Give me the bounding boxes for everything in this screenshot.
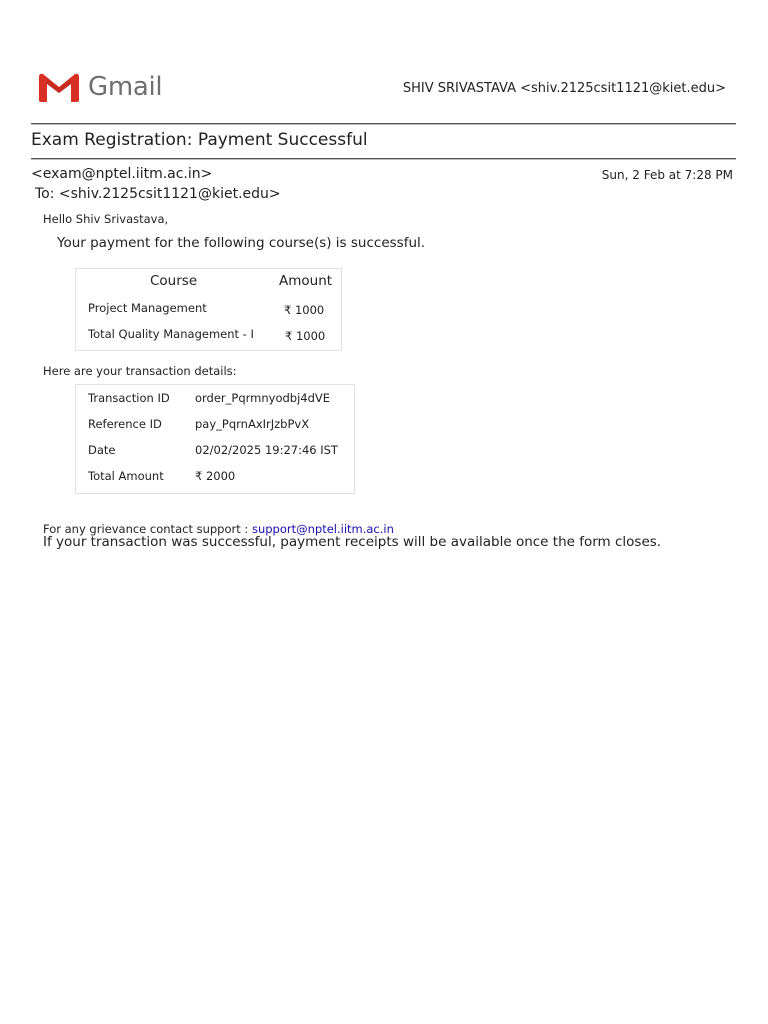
- divider-top: [31, 123, 736, 125]
- divider-bottom: [31, 158, 736, 160]
- course-column-header: Course: [150, 273, 198, 289]
- course-amount: ₹ 1000: [285, 329, 326, 343]
- email-subject: Exam Registration: Payment Successful: [31, 130, 368, 150]
- transaction-label: Reference ID: [88, 417, 162, 431]
- transaction-value: order_Pqrmnyodbj4dVE: [195, 391, 331, 405]
- gmail-logo: [37, 70, 162, 104]
- transaction-value: 02/02/2025 19:27:46 IST: [195, 443, 338, 457]
- transaction-intro: Here are your transaction details:: [43, 364, 237, 378]
- transaction-value: pay_PqrnAxIrJzbPvX: [195, 417, 310, 431]
- course-table: [75, 268, 342, 351]
- account-identity: SHIV SRIVASTAVA <shiv.2125csit1121@kiet.edu>: [402, 81, 726, 96]
- sender-address: <exam@nptel.iitm.ac.in>: [31, 166, 213, 182]
- course-amount: ₹ 1000: [284, 303, 325, 317]
- email-date: Sun, 2 Feb at 7:28 PM: [601, 168, 733, 182]
- course-name: Project Management: [88, 301, 207, 315]
- transaction-value: ₹ 2000: [195, 469, 236, 483]
- support-email-link[interactable]: support@nptel.iitm.ac.in: [251, 522, 394, 536]
- transaction-label: Date: [88, 443, 116, 457]
- grievance-text: For any grievance contact support :: [43, 522, 252, 536]
- greeting: Hello Shiv Srivastava,: [43, 212, 169, 226]
- gmail-logo-text: Gmail: [88, 72, 163, 102]
- gmail-logo-icon: [37, 71, 81, 103]
- receipt-note: If your transaction was successful, payment receipts will be available once the form closes.: [43, 534, 662, 550]
- course-name: Total Quality Management - I: [88, 327, 254, 341]
- intro-text: Your payment for the following course(s) is successful.: [57, 235, 426, 251]
- transaction-table: [75, 384, 355, 494]
- transaction-label: Total Amount: [88, 469, 164, 483]
- recipient-address: To: <shiv.2125csit1121@kiet.edu>: [35, 186, 281, 202]
- transaction-label: Transaction ID: [88, 391, 170, 405]
- amount-column-header: Amount: [279, 273, 333, 289]
